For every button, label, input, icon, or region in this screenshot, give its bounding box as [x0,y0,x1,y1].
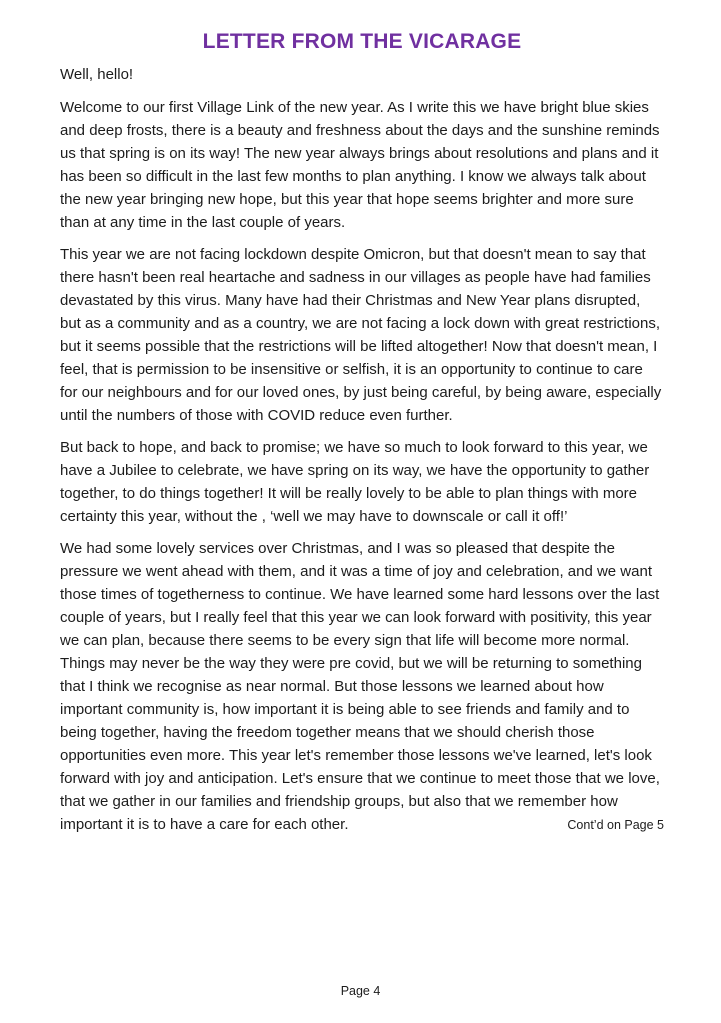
page-number: Page 4 [340,984,381,998]
letter-paragraph-4: We had some lovely services over Christmas, and I was so pleased that despite the pressure we went ahead with them, and it was a time of joy and celebration, and we want those times of togetherness to continue. We have learned some hard lessons over the last couple of years, but I really feel that this year we can look forward with positivity, this year we can plan, because there seems to be every sign that life will become more normal. Things may never be the way they were pre covid, but we will be returning to something that I think we recognise as near normal. But those lessons we learned about how important community is, how important it is being able to see friends and family and to being together, having the freedom together means that we should cherish those opportunities even more. This year let's remember those lessons we've learned, let's look forward with joy and anticipation. Let's ensure that we continue to meet those that we love, that we gather in our families and friendship groups, but also that we remember how important it is to have a care for each other. [60,540,660,833]
greeting-text: Well, hello! [60,66,134,83]
letter-content [60,30,664,836]
page-title: LETTER FROM THE VICARAGE [202,30,522,53]
letter-paragraph-1: Welcome to our first Village Link of the new year. As I write this we have bright blue skies and deep frosts, there is a beauty and freshness about the days and the sunshine reminds us that spring is on its way! The new year always brings about resolutions and plans and it has been so difficult in the last few months to plan anything. I know we always talk about the new year bringing new hope, but this year that hope seems brighter and more sure than at any time in the last couple of years. [60,99,660,231]
letter-paragraph-4-wrapper [60,537,664,836]
letter-paragraph-2: This year we are not facing lockdown despite Omicron, but that doesn't mean to say that there hasn't been real heartache and sadness in our villages as people have had families devastated by this virus. Many have had their Christmas and New Year plans disrupted, but as a community and as a country, we are not facing a lock down with great restrictions, but it seems possible that the restrictions will be lifted altogether! Now that doesn't mean, I feel, that is permission to be insensitive or selfish, it is an opportunity to continue to care for our neighbours and for our loved ones, by just being careful, by being aware, especially until the numbers of those with COVID reduce even further. [60,246,662,424]
continuation-note: Cont’d on Page 5 [561,818,664,833]
letter-paragraph-3: But back to hope, and back to promise; we have so much to look forward to this year, we have a Jubilee to celebrate, we have spring on its way, we have the opportunity to gather together, to do things together! It will be really lovely to be able to plan things with more certainty this year, without the , ‘well we may have to downscale or call it off!’ [60,439,650,525]
